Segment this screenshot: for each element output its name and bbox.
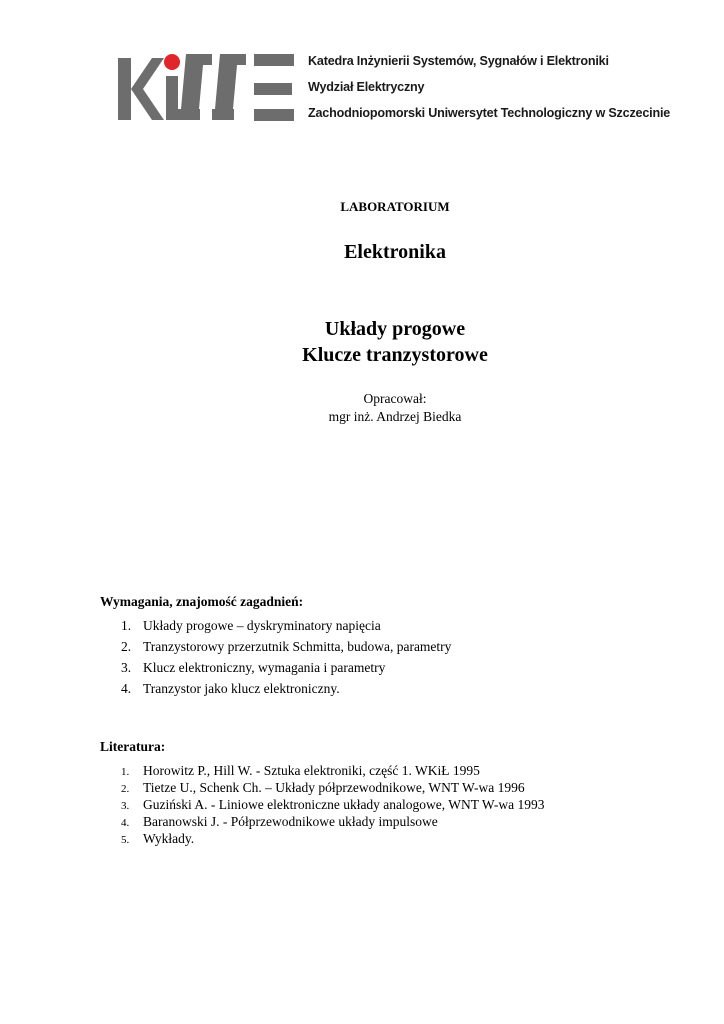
list-number: 4.	[121, 681, 132, 696]
author-name: mgr inż. Andrzej Biedka	[328, 409, 462, 424]
prepared-by-label: Opracował:	[363, 391, 427, 406]
list-text: Tietze U., Schenk Ch. – Układy półprzewodnikowe, WNT W-wa 1996	[143, 780, 525, 795]
list-item	[121, 830, 545, 847]
requirements-list	[121, 615, 451, 699]
list-number: 1.	[121, 618, 132, 633]
list-text: Guziński A. - Liniowe elektroniczne układy analogowe, WNT W-wa 1993	[143, 797, 545, 812]
list-item	[121, 636, 451, 657]
list-number: 4.	[121, 817, 130, 829]
list-number: 2.	[121, 639, 132, 654]
list-item	[121, 762, 545, 779]
list-text: Tranzystor jako klucz elektroniczny.	[143, 681, 340, 696]
list-text: Horowitz P., Hill W. - Sztuka elektroniki, część 1. WKiŁ 1995	[143, 763, 480, 778]
list-item	[121, 657, 451, 678]
list-text: Wykłady.	[143, 831, 195, 846]
list-number: 3.	[121, 660, 132, 675]
list-item	[121, 813, 545, 830]
list-number: 1.	[121, 766, 130, 778]
list-item	[121, 615, 451, 636]
list-text: Klucz elektroniczny, wymagania i parametry	[143, 660, 386, 675]
list-item	[121, 678, 451, 699]
list-text: Układy progowe – dyskryminatory napięcia	[143, 618, 381, 633]
page-header	[0, 0, 724, 140]
list-text: Tranzystorowy przerzutnik Schmitta, budowa, parametry	[143, 639, 452, 654]
document-title-line2: Klucze tranzystorowe	[302, 344, 488, 366]
literature-list	[121, 762, 545, 847]
list-number: 3.	[121, 800, 130, 812]
list-number: 5.	[121, 834, 130, 846]
list-text: Baranowski J. - Półprzewodnikowe układy impulsowe	[143, 814, 438, 829]
document-title-line1: Układy progowe	[324, 318, 466, 340]
list-number: 2.	[121, 783, 130, 795]
institution-department: Katedra Inżynierii Systemów, Sygnałów i Elektroniki	[308, 54, 609, 68]
kisse-logo	[114, 50, 296, 126]
requirements-heading: Wymagania, znajomość zagadnień:	[100, 594, 304, 609]
subject-title: Elektronika	[344, 241, 446, 263]
literature-heading: Literatura:	[100, 739, 166, 754]
institution-university: Zachodniopomorski Uniwersytet Technologiczny w Szczecinie	[308, 106, 671, 120]
institution-faculty: Wydział Elektryczny	[308, 80, 425, 94]
list-item	[121, 796, 545, 813]
list-item	[121, 779, 545, 796]
lab-label: LABORATORIUM	[340, 199, 450, 214]
